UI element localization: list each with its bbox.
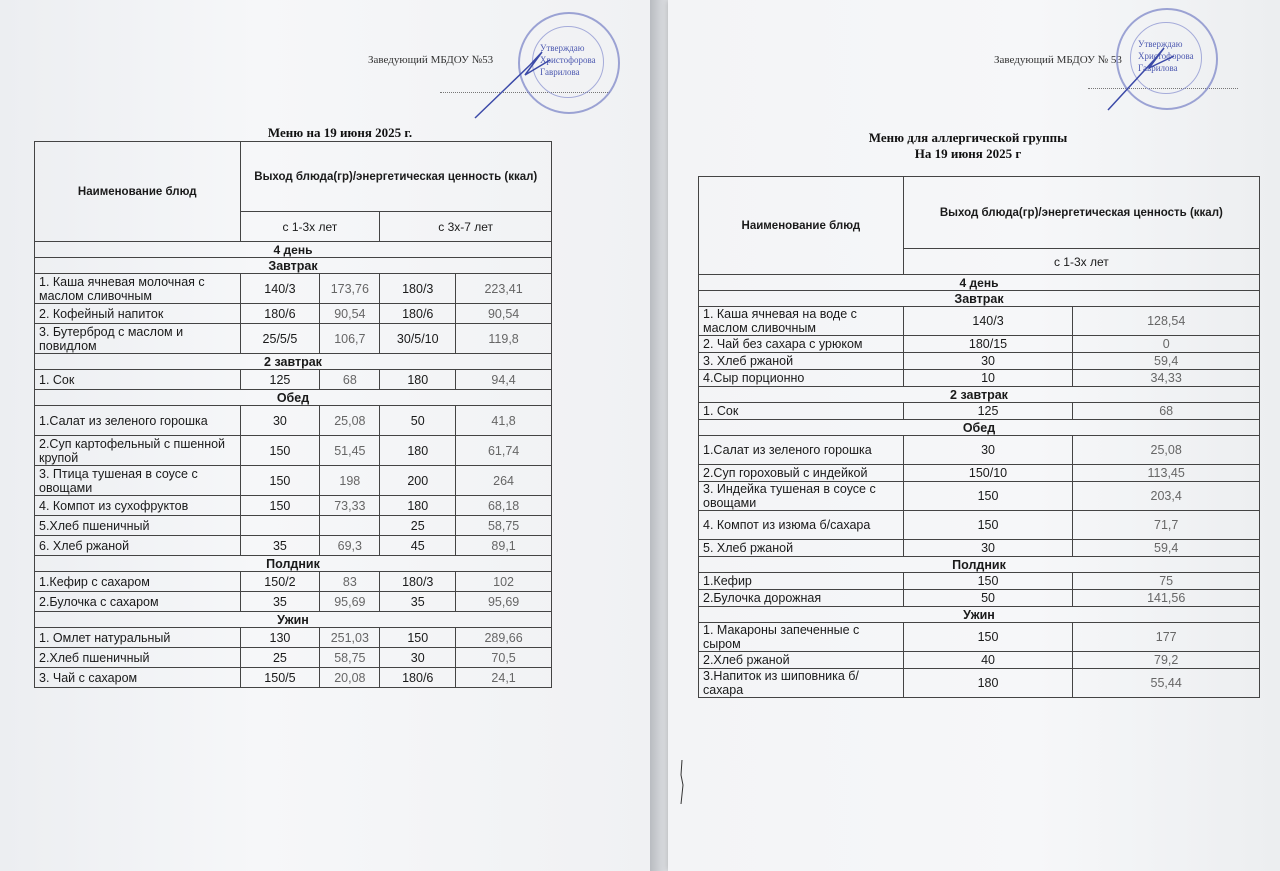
section-header	[35, 390, 552, 406]
energy-kcal: 68,18	[456, 496, 552, 516]
energy-kcal: 95,69	[456, 592, 552, 612]
energy-kcal: 75	[1073, 573, 1260, 590]
dish-name: 1. Макароны запеченные с сыром	[699, 623, 904, 652]
energy-kcal: 251,03	[320, 628, 380, 648]
age-group-1: с 1-3х лет	[903, 249, 1259, 275]
energy-kcal: 61,74	[456, 436, 552, 466]
portion-grams: 125	[903, 403, 1073, 420]
dish-name: 3. Индейка тушеная в соусе с овощами	[699, 482, 904, 511]
portion-grams: 40	[903, 652, 1073, 669]
section-title: Полдник	[699, 557, 1260, 573]
energy-kcal: 68	[1073, 403, 1260, 420]
menu-row	[35, 628, 552, 648]
portion-grams: 150	[240, 466, 320, 496]
menu-row	[699, 511, 1260, 540]
portion-grams: 140/3	[240, 274, 320, 304]
portion-grams: 180/6	[240, 304, 320, 324]
energy-kcal: 90,54	[320, 304, 380, 324]
portion-grams: 140/3	[903, 307, 1073, 336]
portion-grams: 30	[240, 406, 320, 436]
dish-name: 1. Каша ячневая молочная с маслом сливочным	[35, 274, 241, 304]
menu-row	[35, 406, 552, 436]
portion-grams: 35	[240, 536, 320, 556]
energy-kcal: 90,54	[456, 304, 552, 324]
energy-kcal: 0	[1073, 336, 1260, 353]
menu-title-right	[818, 130, 1118, 162]
portion-grams: 150	[903, 623, 1073, 652]
energy-kcal: 173,76	[320, 274, 380, 304]
dish-name: 2. Чай без сахара с урюком	[699, 336, 904, 353]
energy-kcal: 25,08	[320, 406, 380, 436]
stamp-line: Гаврилова	[1138, 63, 1178, 73]
dish-name: 5. Хлеб ржаной	[699, 540, 904, 557]
age-group-2: с 3х-7 лет	[380, 212, 552, 242]
energy-kcal: 141,56	[1073, 590, 1260, 607]
dish-name: 2.Хлеб ржаной	[699, 652, 904, 669]
energy-kcal: 34,33	[1073, 370, 1260, 387]
energy-kcal: 102	[456, 572, 552, 592]
energy-kcal: 264	[456, 466, 552, 496]
portion-grams: 50	[903, 590, 1073, 607]
dish-name: 4.Сыр порционно	[699, 370, 904, 387]
age-group-1: с 1-3х лет	[240, 212, 380, 242]
menu-row	[699, 623, 1260, 652]
dish-name: 1.Кефир	[699, 573, 904, 590]
portion-grams: 180/3	[380, 274, 456, 304]
menu-row	[35, 592, 552, 612]
dish-name: 4. Компот из сухофруктов	[35, 496, 241, 516]
energy-kcal: 59,4	[1073, 540, 1260, 557]
portion-grams	[240, 516, 320, 536]
section-title: Завтрак	[699, 291, 1260, 307]
dish-name: 5.Хлеб пшеничный	[35, 516, 241, 536]
section-title: Обед	[699, 420, 1260, 436]
energy-kcal: 70,5	[456, 648, 552, 668]
energy-kcal: 69,3	[320, 536, 380, 556]
menu-row	[35, 572, 552, 592]
energy-kcal: 177	[1073, 623, 1260, 652]
section-title: 2 завтрак	[699, 387, 1260, 403]
menu-row	[699, 482, 1260, 511]
energy-kcal: 113,45	[1073, 465, 1260, 482]
portion-grams: 25/5/5	[240, 324, 320, 354]
section-header	[35, 612, 552, 628]
dish-name: 2. Кофейный напиток	[35, 304, 241, 324]
menu-row	[35, 668, 552, 688]
energy-kcal: 128,54	[1073, 307, 1260, 336]
menu-row	[35, 516, 552, 536]
energy-kcal: 198	[320, 466, 380, 496]
portion-grams: 150	[380, 628, 456, 648]
stamp-line: Христофорова	[1138, 51, 1194, 61]
menu-title-left: Меню на 19 июня 2025 г.	[267, 125, 413, 140]
portion-grams: 25	[380, 516, 456, 536]
portion-grams: 180/6	[380, 668, 456, 688]
energy-kcal	[320, 516, 380, 536]
pen-mark	[678, 760, 686, 805]
section-header	[699, 420, 1260, 436]
menu-row	[35, 648, 552, 668]
portion-grams: 30/5/10	[380, 324, 456, 354]
section-header	[35, 556, 552, 572]
section-header	[35, 354, 552, 370]
section-title: Ужин	[35, 612, 552, 628]
section-title: Обед	[35, 390, 552, 406]
menu-table-right	[698, 176, 1260, 698]
dish-name: 3. Чай с сахаром	[35, 668, 241, 688]
energy-kcal: 89,1	[456, 536, 552, 556]
stamp-line: Христофорова	[540, 55, 596, 65]
portion-grams: 30	[903, 436, 1073, 465]
portion-grams: 180/3	[380, 572, 456, 592]
section-title: Ужин	[699, 607, 1260, 623]
menu-row	[35, 324, 552, 354]
portion-grams: 180	[903, 669, 1073, 698]
portion-grams: 150	[903, 482, 1073, 511]
director-header-right: Заведующий МБДОУ № 53	[994, 54, 1122, 66]
signature-left	[470, 40, 560, 125]
portion-grams: 150	[903, 573, 1073, 590]
menu-row	[699, 336, 1260, 353]
energy-kcal: 79,2	[1073, 652, 1260, 669]
dish-name: 3.Напиток из шиповника б/сахара	[699, 669, 904, 698]
energy-kcal: 24,1	[456, 668, 552, 688]
dish-name: 4. Компот из изюма б/сахара	[699, 511, 904, 540]
energy-kcal: 95,69	[320, 592, 380, 612]
section-title: 2 завтрак	[35, 354, 552, 370]
dish-name: 6. Хлеб ржаной	[35, 536, 241, 556]
portion-grams: 200	[380, 466, 456, 496]
dish-name: 2.Булочка дорожная	[699, 590, 904, 607]
energy-kcal: 223,41	[456, 274, 552, 304]
energy-kcal: 25,08	[1073, 436, 1260, 465]
energy-kcal: 106,7	[320, 324, 380, 354]
dish-name: 1.Салат из зеленого горошка	[699, 436, 904, 465]
portion-grams: 50	[380, 406, 456, 436]
energy-kcal: 94,4	[456, 370, 552, 390]
menu-row	[35, 274, 552, 304]
portion-grams: 150/5	[240, 668, 320, 688]
section-header	[699, 557, 1260, 573]
portion-grams: 125	[240, 370, 320, 390]
menu-row	[35, 436, 552, 466]
energy-kcal: 68	[320, 370, 380, 390]
menu-row	[35, 536, 552, 556]
col-header-output: Выход блюда(гр)/энергетическая ценность (ккал)	[903, 177, 1259, 249]
portion-grams: 180	[380, 436, 456, 466]
portion-grams: 180/6	[380, 304, 456, 324]
dish-name: 1. Сок	[699, 403, 904, 420]
portion-grams: 150	[903, 511, 1073, 540]
menu-row	[699, 353, 1260, 370]
portion-grams: 30	[380, 648, 456, 668]
col-header-name: Наименование блюд	[699, 177, 904, 275]
section-header	[699, 607, 1260, 623]
stamp-line: Утверждаю	[540, 43, 585, 53]
energy-kcal: 73,33	[320, 496, 380, 516]
menu-row	[699, 370, 1260, 387]
dish-name: 3. Бутерброд с маслом и повидлом	[35, 324, 241, 354]
menu-row	[699, 307, 1260, 336]
energy-kcal: 58,75	[456, 516, 552, 536]
menu-page-right	[668, 0, 1280, 871]
day-label: 4 день	[35, 242, 552, 258]
menu-row	[699, 540, 1260, 557]
portion-grams: 35	[380, 592, 456, 612]
energy-kcal: 51,45	[320, 436, 380, 466]
menu-row	[699, 403, 1260, 420]
menu-row	[35, 466, 552, 496]
portion-grams: 35	[240, 592, 320, 612]
section-title: Завтрак	[35, 258, 552, 274]
dish-name: 1. Омлет натуральный	[35, 628, 241, 648]
portion-grams: 45	[380, 536, 456, 556]
menu-row	[35, 304, 552, 324]
dish-name: 2.Суп картофельный с пшенной крупой	[35, 436, 241, 466]
menu-table-left	[34, 141, 552, 688]
title-line: На 19 июня 2025 г	[914, 146, 1022, 161]
menu-row	[699, 590, 1260, 607]
menu-row	[699, 573, 1260, 590]
menu-row	[35, 370, 552, 390]
menu-row	[699, 465, 1260, 482]
section-title: Полдник	[35, 556, 552, 572]
dish-name: 3. Птица тушеная в соусе с овощами	[35, 466, 241, 496]
energy-kcal: 59,4	[1073, 353, 1260, 370]
dish-name: 2.Суп гороховый с индейкой	[699, 465, 904, 482]
dish-name: 1. Каша ячневая на воде с маслом сливочным	[699, 307, 904, 336]
portion-grams: 30	[903, 540, 1073, 557]
portion-grams: 180	[380, 496, 456, 516]
portion-grams: 150	[240, 496, 320, 516]
book-gutter	[650, 0, 668, 871]
menu-row	[699, 436, 1260, 465]
energy-kcal: 289,66	[456, 628, 552, 648]
stamp-line: Утверждаю	[1138, 39, 1183, 49]
dish-name: 2.Булочка с сахаром	[35, 592, 241, 612]
director-header-left: Заведующий МБДОУ №53	[368, 54, 494, 66]
energy-kcal: 83	[320, 572, 380, 592]
energy-kcal: 55,44	[1073, 669, 1260, 698]
menu-row	[699, 652, 1260, 669]
day-label: 4 день	[699, 275, 1260, 291]
portion-grams: 180	[380, 370, 456, 390]
dish-name: 2.Хлеб пшеничный	[35, 648, 241, 668]
portion-grams: 150/2	[240, 572, 320, 592]
dish-name: 1.Кефир с сахаром	[35, 572, 241, 592]
energy-kcal: 119,8	[456, 324, 552, 354]
section-header	[35, 258, 552, 274]
signature-right	[1104, 38, 1184, 118]
dish-name: 3. Хлеб ржаной	[699, 353, 904, 370]
portion-grams: 130	[240, 628, 320, 648]
menu-row	[699, 669, 1260, 698]
stamp-line: Гаврилова	[540, 67, 580, 77]
dish-name: 1.Салат из зеленого горошка	[35, 406, 241, 436]
portion-grams: 150/10	[903, 465, 1073, 482]
section-header	[699, 387, 1260, 403]
title-line: Меню для аллергической группы	[868, 130, 1068, 145]
portion-grams: 180/15	[903, 336, 1073, 353]
portion-grams: 10	[903, 370, 1073, 387]
energy-kcal: 58,75	[320, 648, 380, 668]
energy-kcal: 203,4	[1073, 482, 1260, 511]
portion-grams: 150	[240, 436, 320, 466]
menu-row	[35, 496, 552, 516]
col-header-output: Выход блюда(гр)/энергетическая ценность (ккал)	[240, 142, 551, 212]
col-header-name: Наименование блюд	[35, 142, 241, 242]
portion-grams: 30	[903, 353, 1073, 370]
energy-kcal: 71,7	[1073, 511, 1260, 540]
energy-kcal: 20,08	[320, 668, 380, 688]
dish-name: 1. Сок	[35, 370, 241, 390]
section-header	[699, 291, 1260, 307]
portion-grams: 25	[240, 648, 320, 668]
energy-kcal: 41,8	[456, 406, 552, 436]
